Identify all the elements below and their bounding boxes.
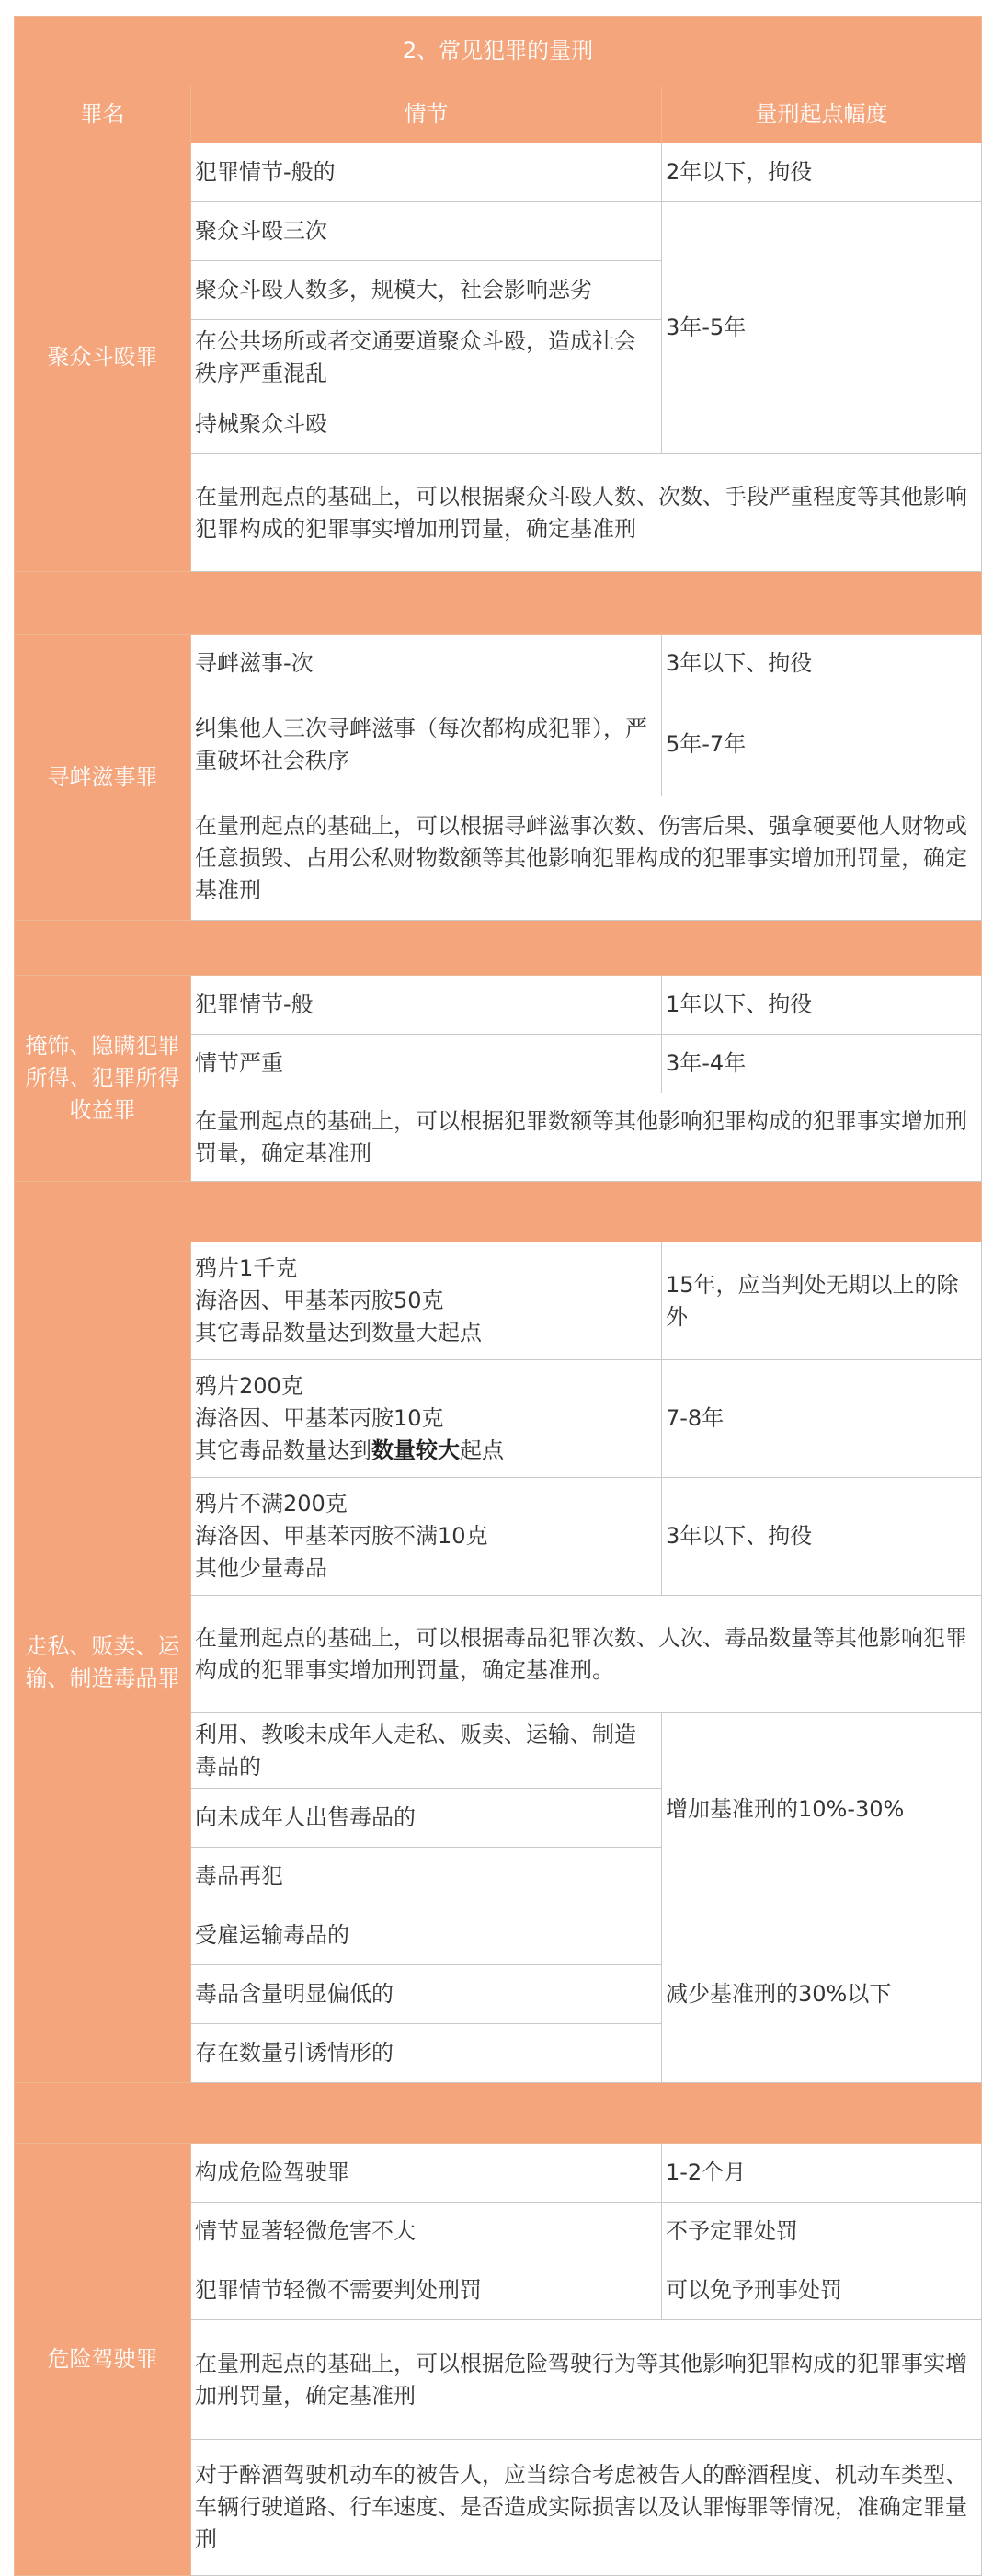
section-separator: [15, 921, 982, 976]
section-separator: [15, 2083, 982, 2144]
circumstance-cell: 犯罪情节-般的: [191, 143, 662, 202]
separator-row: [15, 921, 982, 976]
range-cell: 5年-7年: [662, 693, 982, 796]
header-range: 量刑起点幅度: [662, 86, 982, 143]
section-separator: [15, 572, 982, 635]
emphasis-text: 数量较大: [371, 1437, 460, 1463]
circumstance-cell: 情节显著轻微危害不大: [191, 2203, 662, 2261]
section-separator: [15, 1182, 982, 1242]
crime-name-weixian: 危险驾驶罪: [15, 2144, 191, 2576]
drug-line: 鸦片不满200克: [195, 1491, 348, 1517]
range-cell: 1年以下、拘役: [662, 976, 982, 1035]
circumstance-cell: 持械聚众斗殴: [191, 395, 662, 454]
range-cell: 3年以下、拘役: [662, 635, 982, 693]
drug-line: 其它毒品数量达到数量大起点: [195, 1320, 482, 1345]
circumstance-cell: 毒品含量明显偏低的: [191, 1965, 662, 2024]
circumstance-cell: 构成危险驾驶罪: [191, 2144, 662, 2203]
circumstance-cell: 犯罪情节-般: [191, 976, 662, 1035]
circumstance-cell: 纠集他人三次寻衅滋事（每次都构成犯罪），严重破坏社会秩序: [191, 693, 662, 796]
range-cell: 可以免予刑事处罚: [662, 2261, 982, 2320]
header-circumstance: 情节: [191, 86, 662, 143]
separator-row: [15, 2083, 982, 2144]
drug-line: 鸦片1千克: [195, 1255, 298, 1281]
circumstance-cell: 寻衅滋事-次: [191, 635, 662, 693]
drug-line: 鸦片200克: [195, 1373, 303, 1399]
drug-line: 海洛因、甲基苯丙胺不满10克: [195, 1523, 488, 1549]
note-cell: 在量刑起点的基础上，可以根据聚众斗殴人数、次数、手段严重程度等其他影响犯罪构成的犯罪事实增加刑罚量，确定基准刑: [191, 454, 982, 572]
header-name: 罪名: [15, 86, 191, 143]
drug-line-part: 其它毒品数量达到: [195, 1437, 371, 1463]
circumstance-cell: 向未成年人出售毒品的: [191, 1789, 662, 1848]
note-cell: 对于醉酒驾驶机动车的被告人，应当综合考虑被告人的醉酒程度、机动车类型、车辆行驶道路、行车速度、是否造成实际损害以及认罪悔罪等情况，准确定罪量刑: [191, 2440, 982, 2576]
table-row: [15, 635, 982, 693]
circumstance-cell: [191, 1360, 662, 1478]
header-row: [15, 86, 982, 143]
range-cell: 3年以下、拘役: [662, 1478, 982, 1596]
note-cell: 在量刑起点的基础上，可以根据危险驾驶行为等其他影响犯罪构成的犯罪事实增加刑罚量，确定基准刑: [191, 2320, 982, 2440]
circumstance-cell: 情节严重: [191, 1035, 662, 1093]
separator-row: [15, 1182, 982, 1242]
crime-name-xunxin: 寻衅滋事罪: [15, 635, 191, 921]
drug-line-part: 起点: [460, 1437, 504, 1463]
circumstance-cell: 利用、教唆未成年人走私、贩卖、运输、制造毒品的: [191, 1713, 662, 1789]
note-cell: 在量刑起点的基础上，可以根据犯罪数额等其他影响犯罪构成的犯罪事实增加刑罚量，确定基准刑: [191, 1093, 982, 1182]
separator-row: [15, 572, 982, 635]
crime-name-yanshi: 掩饰、隐瞒犯罪所得、犯罪所得收益罪: [15, 976, 191, 1182]
range-cell: 不予定罪处罚: [662, 2203, 982, 2261]
range-cell: 1-2个月: [662, 2144, 982, 2203]
drug-line: 其他少量毒品: [195, 1555, 327, 1581]
range-cell: 3年-4年: [662, 1035, 982, 1093]
table-row: [15, 976, 982, 1035]
circumstance-cell: 犯罪情节轻微不需要判处刑罚: [191, 2261, 662, 2320]
range-cell: 15年，应当判处无期以上的除外: [662, 1242, 982, 1360]
table-row: [15, 1242, 982, 1360]
circumstance-cell: 在公共场所或者交通要道聚众斗殴，造成社会秩序严重混乱: [191, 320, 662, 395]
circumstance-cell: 受雇运输毒品的: [191, 1906, 662, 1965]
circumstance-cell: [191, 1478, 662, 1596]
range-cell: 3年-5年: [662, 202, 982, 454]
table-title: 2、常见犯罪的量刑: [15, 17, 982, 86]
drug-line: 海洛因、甲基苯丙胺10克: [195, 1405, 444, 1431]
drug-line: 海洛因、甲基苯丙胺50克: [195, 1288, 444, 1313]
note-cell: 在量刑起点的基础上，可以根据寻衅滋事次数、伤害后果、强拿硬要他人财物或任意损毁、占用公私财物数额等其他影响犯罪构成的犯罪事实增加刑罚量，确定基准刑: [191, 796, 982, 921]
sentencing-table: [14, 16, 982, 2576]
range-cell: 增加基准刑的10%-30%: [662, 1713, 982, 1906]
table-row: [15, 143, 982, 202]
table-row: [15, 2144, 982, 2203]
title-row: [15, 17, 982, 86]
circumstance-cell: 毒品再犯: [191, 1848, 662, 1906]
crime-name-dupin: 走私、贩卖、运输、制造毒品罪: [15, 1242, 191, 2083]
circumstance-cell: 聚众斗殴三次: [191, 202, 662, 261]
circumstance-cell: 聚众斗殴人数多，规模大，社会影响恶劣: [191, 261, 662, 320]
drug-line: [195, 1435, 657, 1467]
range-cell: 7-8年: [662, 1360, 982, 1478]
circumstance-cell: 存在数量引诱情形的: [191, 2024, 662, 2083]
crime-name-juzhong: 聚众斗殴罪: [15, 143, 191, 572]
range-cell: 减少基准刑的30%以下: [662, 1906, 982, 2083]
note-cell: 在量刑起点的基础上，可以根据毒品犯罪次数、人次、毒品数量等其他影响犯罪构成的犯罪事实增加刑罚量，确定基准刑。: [191, 1596, 982, 1713]
circumstance-cell: [191, 1242, 662, 1360]
range-cell: 2年以下，拘役: [662, 143, 982, 202]
